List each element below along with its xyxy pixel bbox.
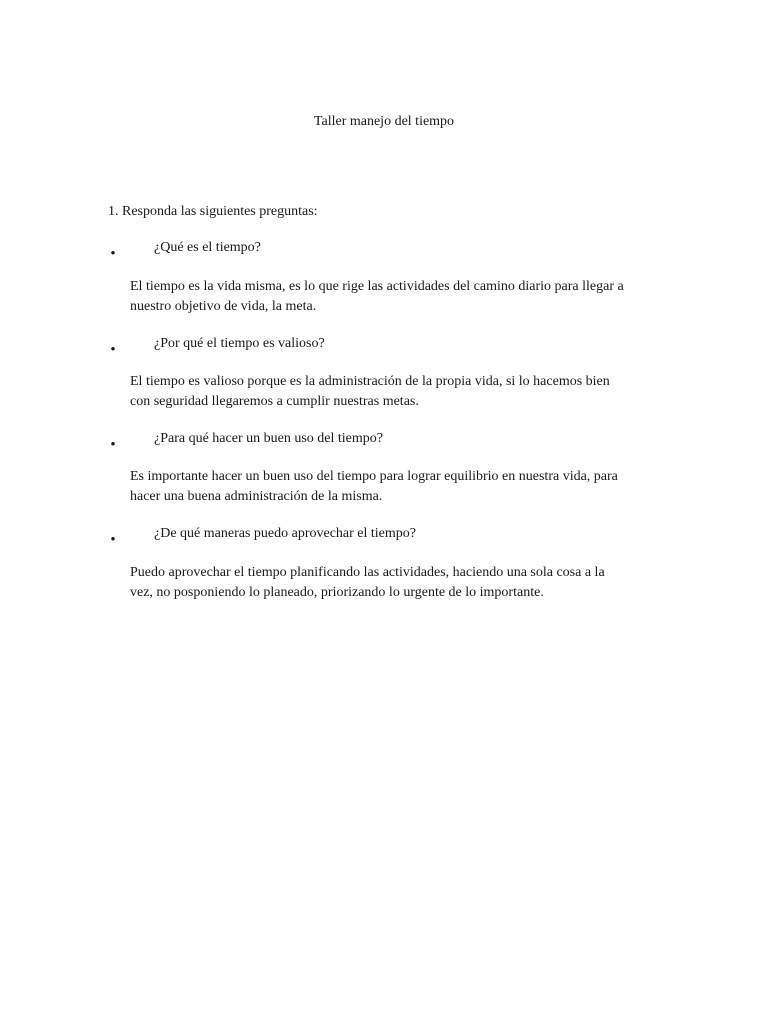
answer-paragraph-4 <box>130 563 690 603</box>
answer-line: Puedo aprovechar el tiempo planificando las actividades, haciendo una sola cosa a la <box>130 565 605 580</box>
question-item-2 <box>108 334 325 358</box>
answer-line: nuestro objetivo de vida, la meta. <box>130 299 317 314</box>
bullet-icon: • <box>110 437 116 453</box>
bullet-icon: • <box>110 246 116 262</box>
intro-instruction: 1. Responda las siguientes preguntas: <box>108 204 318 219</box>
answer-paragraph-2 <box>130 372 690 412</box>
answer-line: El tiempo es valioso porque es la administración de la propia vida, si lo hacemos bien <box>130 374 610 389</box>
answer-line: vez, no posponiendo lo planeado, priorizando lo urgente de lo importante. <box>130 585 544 600</box>
answer-line: con seguridad llegaremos a cumplir nuestras metas. <box>130 394 419 409</box>
question-item-3 <box>108 429 383 453</box>
answer-line: Es importante hacer un buen uso del tiempo para lograr equilibrio en nuestra vida, para <box>130 469 618 484</box>
answer-line: El tiempo es la vida misma, es lo que rige las actividades del camino diario para llegar a <box>130 279 624 294</box>
question-item-4 <box>108 524 416 548</box>
answer-paragraph-3 <box>130 467 690 507</box>
question-text: ¿De qué maneras puedo aprovechar el tiempo? <box>154 526 416 541</box>
question-text: ¿Qué es el tiempo? <box>154 240 261 255</box>
answer-line: hacer una buena administración de la misma. <box>130 489 383 504</box>
answer-paragraph-1 <box>130 277 690 317</box>
question-text: ¿Por qué el tiempo es valioso? <box>154 336 325 351</box>
question-item-1 <box>108 238 261 262</box>
bullet-icon: • <box>110 532 116 548</box>
bullet-icon: • <box>110 342 116 358</box>
document-title: Taller manejo del tiempo <box>313 114 455 129</box>
question-text: ¿Para qué hacer un buen uso del tiempo? <box>154 431 383 446</box>
